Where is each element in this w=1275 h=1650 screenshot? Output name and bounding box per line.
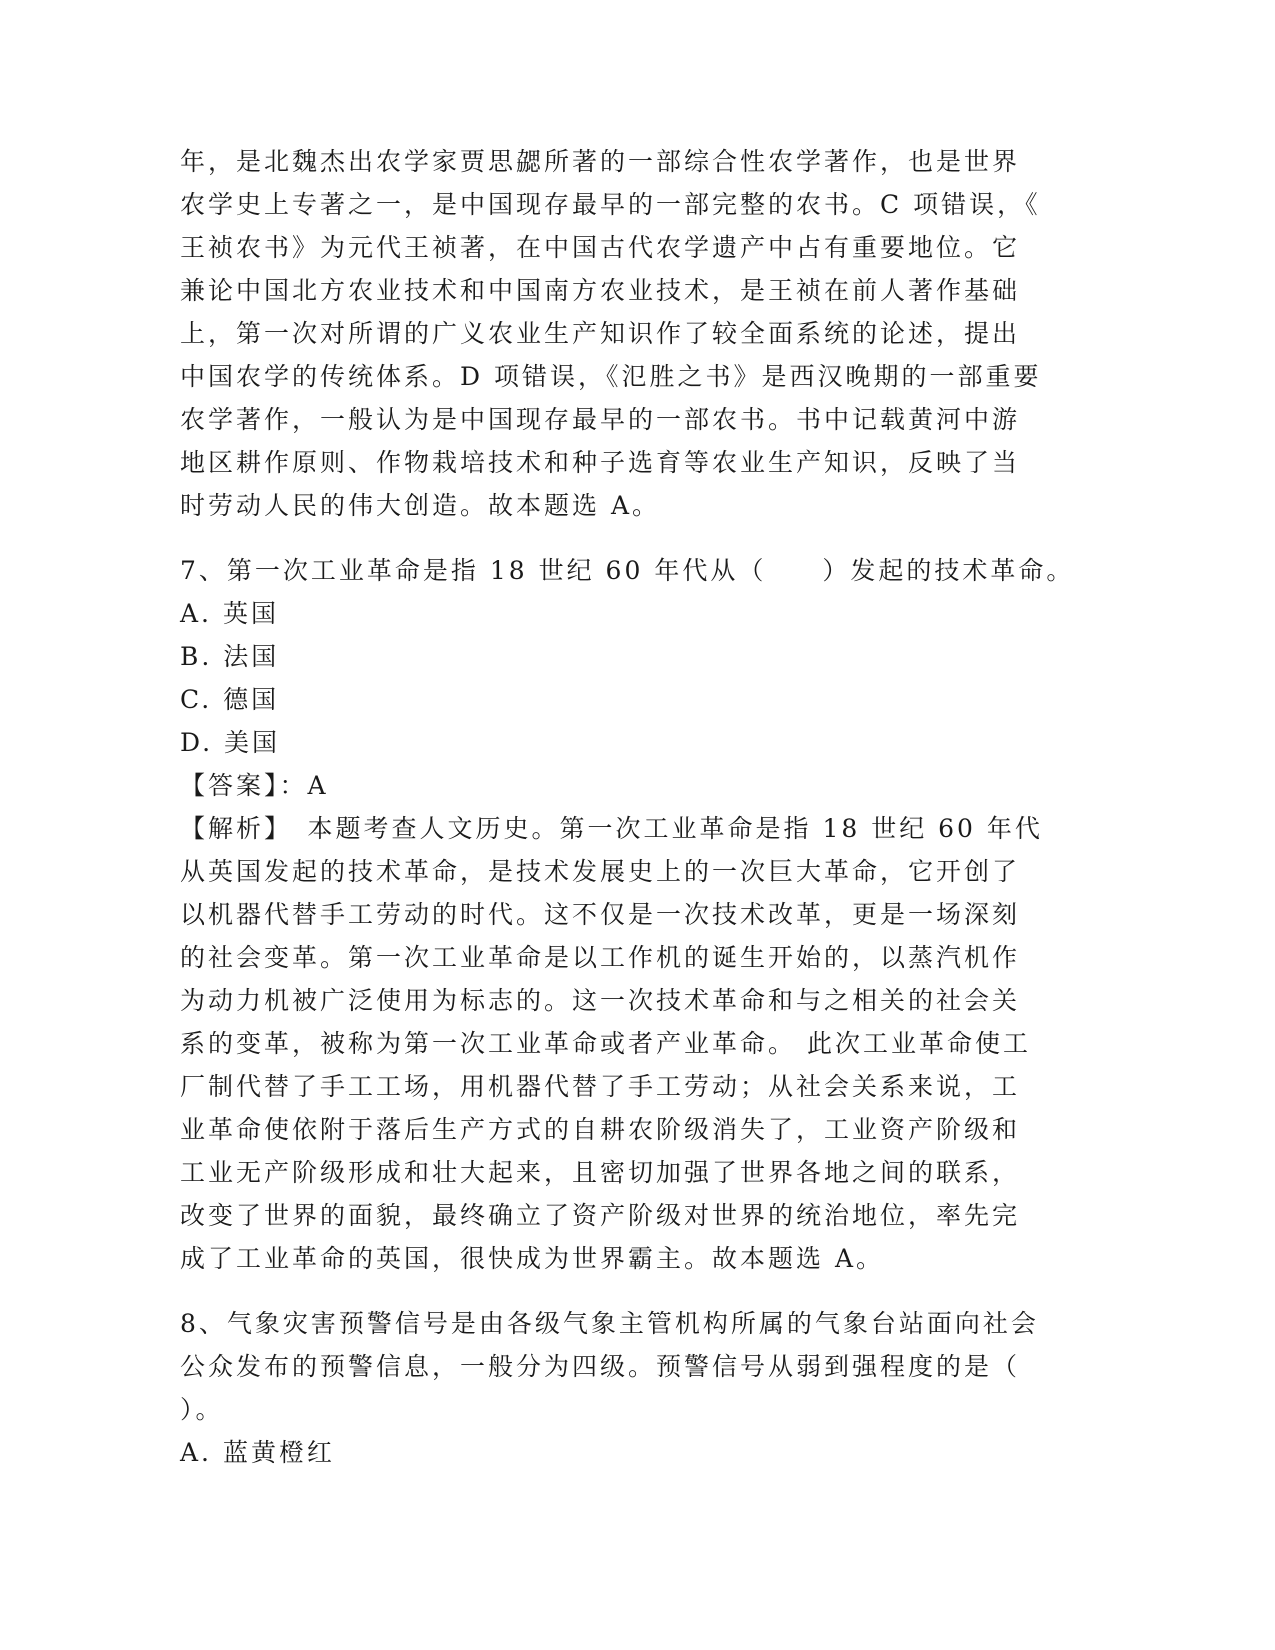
text-line: 中国农学的传统体系。D 项错误，《氾胜之书》是西汉晚期的一部重要: [180, 362, 1042, 391]
question-8: [180, 1302, 1040, 1474]
text-line: 地区耕作原则、作物栽培技术和种子选育等农业生产知识，反映了当: [180, 448, 1021, 477]
text-line: 系的变革，被称为第一次工业革命或者产业革命。 此次工业革命使工: [180, 1029, 1031, 1058]
text-line: 时劳动人民的伟大创造。故本题选 A。: [180, 491, 661, 520]
text-line: 农学史上专著之一，是中国现存最早的一部完整的农书。C 项错误，《: [180, 190, 1041, 219]
text-line: 为动力机被广泛使用为标志的。这一次技术革命和与之相关的社会关: [180, 986, 1021, 1015]
option-b: B. 法国: [180, 642, 280, 671]
text-line: 改变了世界的面貌，最终确立了资产阶级对世界的统治地位，率先完: [180, 1201, 1021, 1230]
text-line: 以机器代替手工劳动的时代。这不仅是一次技术改革，更是一场深刻: [180, 900, 1021, 929]
text-line: 年，是北魏杰出农学家贾思勰所著的一部综合性农学著作，也是世界: [180, 147, 1021, 176]
text-line: 工业无产阶级形成和壮大起来，且密切加强了世界各地之间的联系，: [180, 1158, 1021, 1187]
text-line: 兼论中国北方农业技术和中国南方农业技术，是王祯在前人著作基础: [180, 276, 1021, 305]
option-a: A. 蓝黄橙红: [180, 1438, 335, 1467]
text-line: 农学著作，一般认为是中国现存最早的一部农书。书中记载黄河中游: [180, 405, 1021, 434]
question-stem: 8、气象灾害预警信号是由各级气象主管机构所属的气象台站面向社会: [180, 1309, 1039, 1338]
answer-value: A: [307, 771, 329, 800]
analysis: [180, 807, 1043, 1280]
question-7: [180, 549, 1075, 1280]
text-line: 【解析】 本题考查人文历史。第一次工业革命是指 18 世纪 60 年代: [180, 814, 1043, 843]
answer-line: [180, 764, 1040, 807]
document-page: [180, 140, 1075, 1474]
text-line: 厂制代替了手工工场，用机器代替了手工劳动；从社会关系来说，工: [180, 1072, 1021, 1101]
answer-label: 【答案】：: [180, 771, 308, 800]
option-a: A. 英国: [180, 599, 279, 628]
text-line: 业革命使依附于落后生产方式的自耕农阶级消失了，工业资产阶级和: [180, 1115, 1021, 1144]
text-line: 王祯农书》为元代王祯著，在中国古代农学遗产中占有重要地位。它: [180, 233, 1021, 262]
text-line: 上，第一次对所谓的广义农业生产知识作了较全面系统的论述，提出: [180, 319, 1021, 348]
text-line: 的社会变革。第一次工业革命是以工作机的诞生开始的，以蒸汽机作: [180, 943, 1021, 972]
question-stem: ）。: [180, 1395, 224, 1424]
text-line: 从英国发起的技术革命，是技术发展史上的一次巨大革命，它开创了: [180, 857, 1021, 886]
analysis-continuation: [180, 140, 1040, 527]
text-line: 成了工业革命的英国，很快成为世界霸主。故本题选 A。: [180, 1244, 885, 1273]
option-d: D. 美国: [180, 728, 281, 757]
option-c: C. 德国: [180, 685, 280, 714]
question-stem: 7、第一次工业革命是指 18 世纪 60 年代从（ ）发起的技术革命。: [180, 556, 1075, 585]
question-stem: 公众发布的预警信息，一般分为四级。预警信号从弱到强程度的是（: [180, 1352, 1021, 1381]
